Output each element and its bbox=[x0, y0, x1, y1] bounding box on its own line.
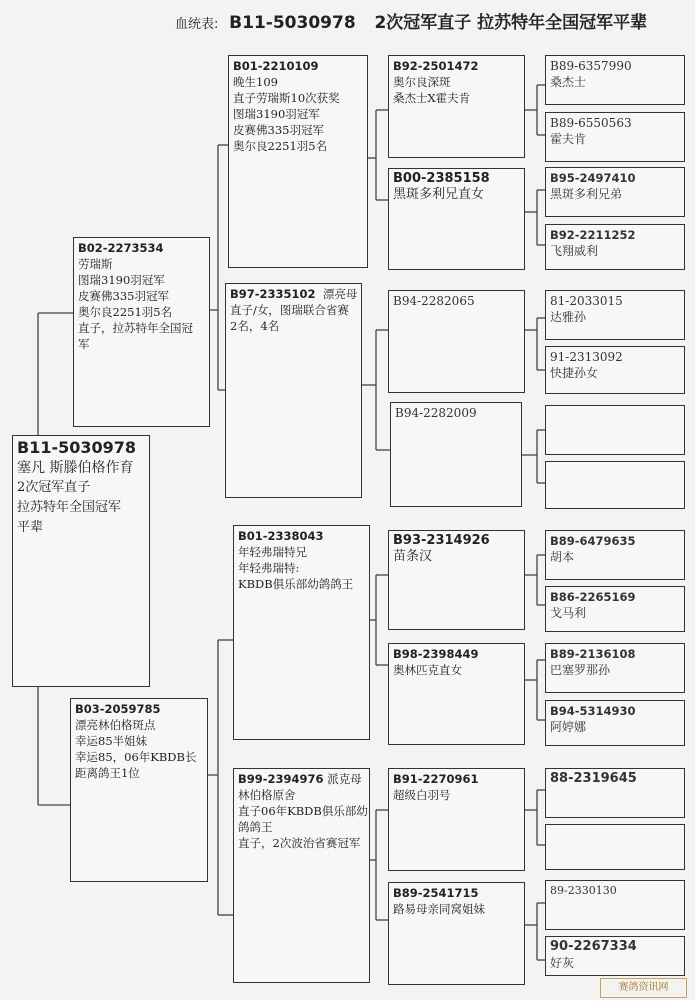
dam-sire-line: 年轻弗瑞特: bbox=[238, 561, 300, 575]
title-desc: 2次冠军直子 拉苏特年全国冠军平辈 bbox=[374, 13, 648, 33]
dam-sire-box[interactable] bbox=[233, 525, 370, 740]
gen4-name: 胡本 bbox=[550, 550, 575, 564]
gen4-box[interactable] bbox=[545, 346, 685, 394]
gen4-box[interactable] bbox=[545, 290, 685, 340]
gen4-box[interactable] bbox=[545, 768, 685, 818]
gen3-ring: B98-2398449 bbox=[393, 647, 479, 661]
gen4-box[interactable] bbox=[545, 530, 685, 580]
dam-line: 距离鸽王1位 bbox=[75, 766, 140, 780]
gen4-ring: 90-2267334 bbox=[550, 939, 637, 954]
gen3-ring: B94-2282065 bbox=[393, 294, 475, 308]
gen4-box[interactable] bbox=[545, 167, 685, 217]
sire-line: 皮赛佛335羽冠军 bbox=[78, 289, 169, 303]
gen3-ring: B93-2314926 bbox=[393, 533, 490, 548]
dam-ring: B03-2059785 bbox=[75, 702, 161, 716]
gen3-box-dsd[interactable] bbox=[388, 643, 525, 745]
sire-sire-line: 皮赛佛335羽冠军 bbox=[233, 123, 324, 137]
gen4-ring: B86-2265169 bbox=[550, 590, 636, 604]
gen3-line: 苗条汉 bbox=[393, 549, 433, 564]
dam-dam-line: 鸽鸽王 bbox=[238, 820, 273, 834]
gen3-box-ddd[interactable] bbox=[388, 882, 525, 985]
gen3-box-sds[interactable] bbox=[388, 290, 525, 393]
gen4-ring: B89-6479635 bbox=[550, 534, 636, 548]
gen4-box[interactable] bbox=[545, 824, 685, 870]
dam-dam-line: 派克母 bbox=[327, 772, 362, 786]
gen4-name: 阿婷娜 bbox=[550, 720, 587, 734]
gen4-box[interactable] bbox=[545, 112, 685, 162]
gen4-ring: B89-6550563 bbox=[550, 116, 632, 130]
subject-line: 平辈 bbox=[17, 520, 44, 535]
gen3-ring: B92-2501472 bbox=[393, 59, 479, 73]
dam-box[interactable] bbox=[70, 698, 208, 882]
gen4-name: 桑杰士 bbox=[550, 75, 587, 89]
sire-sire-line: 奥尔良2251羽5名 bbox=[233, 139, 328, 153]
dam-dam-line: 林伯格原舍 bbox=[238, 788, 296, 802]
gen4-box[interactable] bbox=[545, 700, 685, 746]
gen4-ring: B94-5314930 bbox=[550, 704, 636, 718]
gen3-line: 路易母亲同窝姐妹 bbox=[393, 902, 485, 916]
gen4-name: 快捷孙女 bbox=[550, 366, 599, 380]
gen4-name: 飞翔威利 bbox=[550, 244, 599, 258]
sire-line: 军 bbox=[78, 337, 90, 351]
subject-line: 2次冠军直子 bbox=[17, 480, 91, 495]
sire-ring: B02-2273534 bbox=[78, 241, 164, 255]
dam-line: 幸运85半姐妹 bbox=[75, 734, 148, 748]
gen3-box-dds[interactable] bbox=[388, 768, 525, 871]
sire-box[interactable] bbox=[73, 237, 210, 427]
gen4-box[interactable] bbox=[545, 643, 685, 693]
gen4-name: 巴塞罗那孙 bbox=[550, 663, 611, 677]
sire-sire-line: 直子劳瑞斯10次获奖 bbox=[233, 91, 340, 105]
sire-sire-line: 图瑞3190羽冠军 bbox=[233, 107, 320, 121]
sire-dam-line: 2名，4名 bbox=[230, 319, 280, 333]
gen4-ring: B92-2211252 bbox=[550, 228, 636, 242]
gen3-ring: B91-2270961 bbox=[393, 772, 479, 786]
title-ring: B11-5030978 bbox=[229, 13, 356, 33]
gen4-box[interactable] bbox=[545, 936, 685, 976]
gen3-line: 桑杰士X霍夫肯 bbox=[393, 91, 471, 105]
dam-dam-line: 直子06年KBDB俱乐部幼 bbox=[238, 804, 368, 818]
dam-line: 幸运85，06年KBDB长 bbox=[75, 750, 197, 764]
gen3-ring: B89-2541715 bbox=[393, 886, 479, 900]
gen4-box[interactable] bbox=[545, 224, 685, 270]
watermark-logo: 赛鸽资讯网 bbox=[600, 978, 687, 998]
dam-sire-line: KBDB俱乐部幼鸽鸽王 bbox=[238, 577, 354, 591]
gen4-name: 达雅孙 bbox=[550, 310, 587, 324]
sire-dam-box[interactable] bbox=[225, 283, 362, 498]
gen4-name: 戈马利 bbox=[550, 606, 587, 620]
subject-ring: B11-5030978 bbox=[17, 438, 137, 457]
sire-line: 劳瑞斯 bbox=[78, 257, 113, 271]
dam-dam-box[interactable] bbox=[233, 768, 370, 983]
gen3-box-ssd[interactable] bbox=[388, 168, 525, 270]
gen3-box-dss[interactable] bbox=[388, 530, 525, 630]
gen3-line: 超级白羽号 bbox=[393, 788, 451, 802]
gen4-ring: 88-2319645 bbox=[550, 771, 637, 786]
gen4-ring: B89-6357990 bbox=[550, 59, 632, 73]
subject-box[interactable] bbox=[12, 435, 150, 687]
sire-line: 直子，拉苏特年全国冠 bbox=[78, 321, 193, 335]
sire-line: 图瑞3190羽冠军 bbox=[78, 273, 165, 287]
gen4-box[interactable] bbox=[545, 880, 685, 930]
sire-sire-box[interactable] bbox=[228, 55, 368, 268]
title-label: 血统表: bbox=[175, 17, 219, 32]
subject-line: 拉苏特年全国冠军 bbox=[17, 500, 122, 515]
sire-line: 奥尔良2251羽5名 bbox=[78, 305, 173, 319]
gen4-ring: B95-2497410 bbox=[550, 171, 636, 185]
gen3-line: 奥林匹克直女 bbox=[393, 663, 462, 677]
gen3-line: 黑斑多利兄直女 bbox=[393, 187, 485, 202]
gen3-ring: B94-2282009 bbox=[395, 406, 477, 420]
gen4-box[interactable] bbox=[545, 586, 685, 632]
sire-sire-ring: B01-2210109 bbox=[233, 59, 319, 73]
gen4-ring: B89-2136108 bbox=[550, 647, 636, 661]
gen4-name: 黑斑多利兄弟 bbox=[550, 187, 623, 201]
gen4-box[interactable] bbox=[545, 405, 685, 455]
dam-sire-line: 年轻弗瑞特兄 bbox=[238, 545, 307, 559]
gen4-box[interactable] bbox=[545, 461, 685, 509]
gen3-ring: B00-2385158 bbox=[393, 171, 490, 186]
dam-line: 漂亮林伯格斑点 bbox=[75, 718, 156, 732]
sire-dam-ring: B97-2335102 bbox=[230, 287, 316, 301]
gen4-ring: 89-2330130 bbox=[550, 884, 617, 897]
gen3-line: 奥尔良深斑 bbox=[393, 75, 451, 89]
subject-line: 塞凡 斯滕伯格作育 bbox=[17, 460, 134, 476]
sire-dam-line: 漂亮母 bbox=[322, 287, 358, 301]
gen3-box-sdd[interactable] bbox=[390, 402, 522, 507]
gen3-box-sss[interactable] bbox=[388, 55, 525, 158]
sire-sire-line: 晚生109 bbox=[233, 75, 278, 89]
gen4-ring: 91-2313092 bbox=[550, 350, 623, 364]
dam-dam-ring: B99-2394976 bbox=[238, 772, 324, 786]
dam-dam-line: 直子，2次波治省赛冠军 bbox=[238, 836, 361, 850]
gen4-name: 好灰 bbox=[550, 956, 575, 970]
gen4-name: 霍夫肯 bbox=[550, 132, 587, 146]
gen4-box[interactable] bbox=[545, 55, 685, 105]
sire-dam-line: 直子/女，图瑞联合省赛 bbox=[230, 303, 349, 317]
dam-sire-ring: B01-2338043 bbox=[238, 529, 324, 543]
gen4-ring: 81-2033015 bbox=[550, 294, 623, 308]
